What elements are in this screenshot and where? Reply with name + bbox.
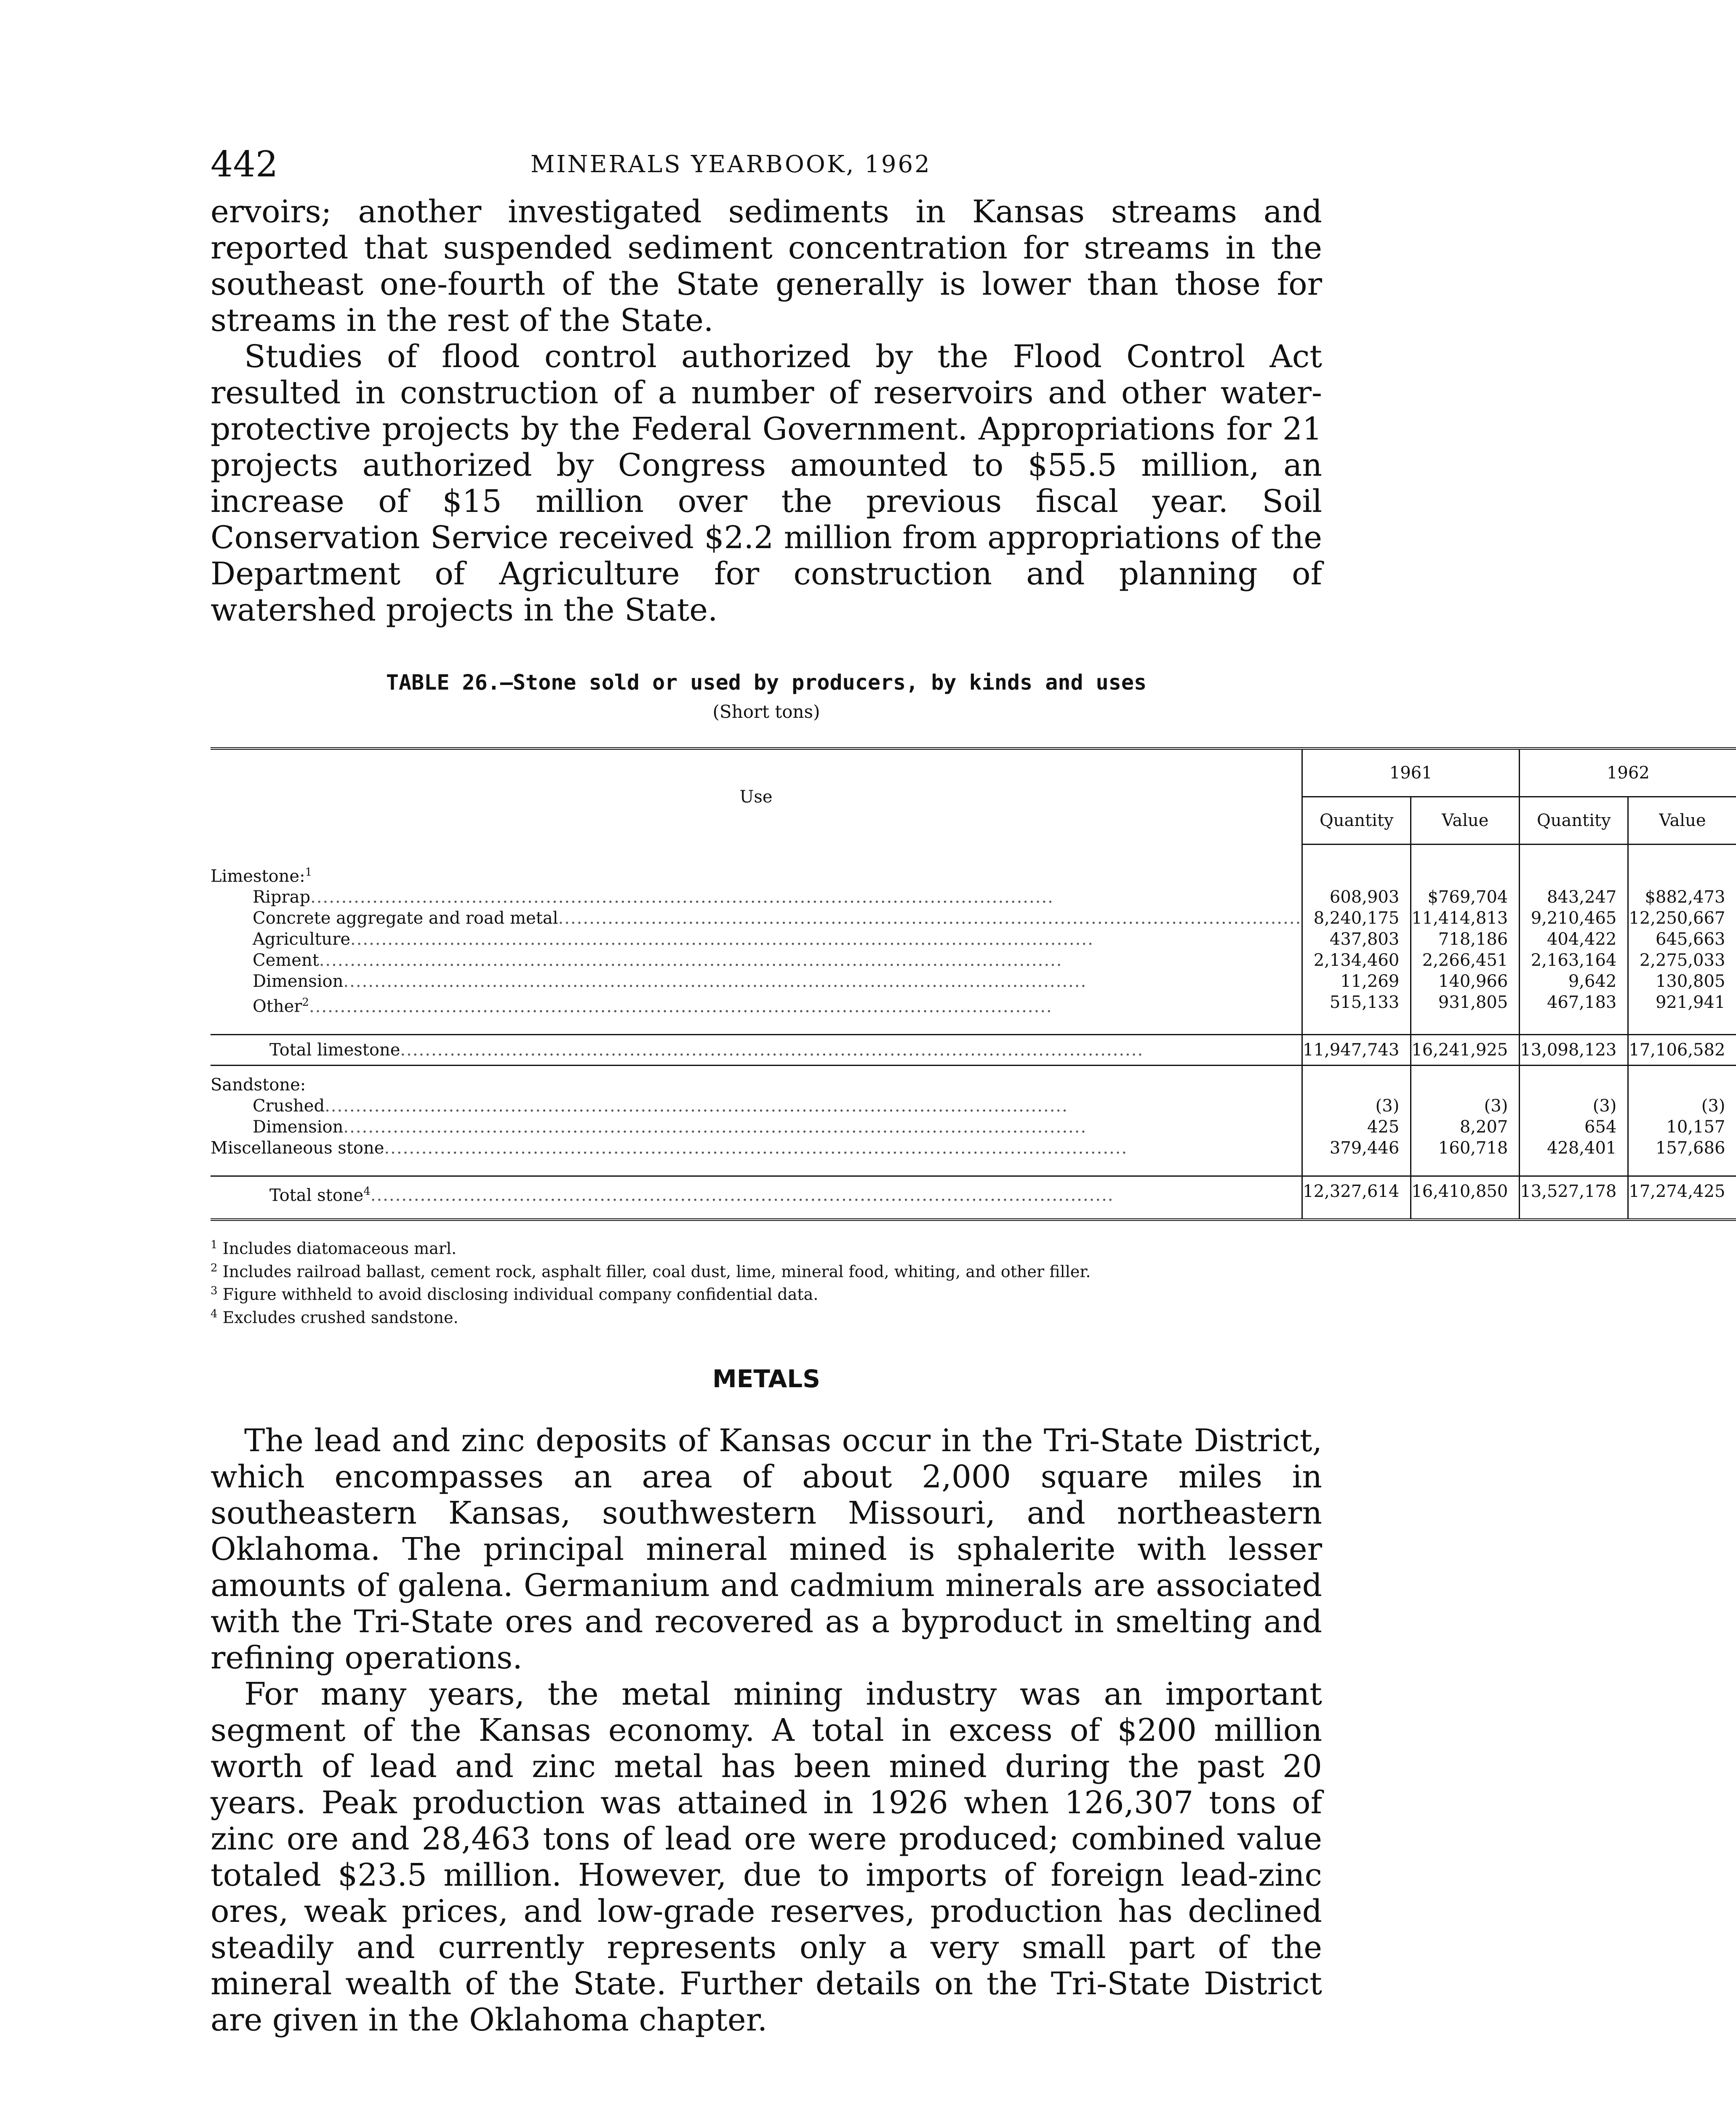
footnote: $^2$ Includes railroad ballast, cement rock, asphalt filler, coal dust, lime, mineral food, whiting, and other filler. bbox=[211, 1261, 1091, 1281]
page-number: 442 bbox=[211, 144, 278, 185]
table-row: Concrete aggregate and road metal ..... 8,240,175 11,414,813 9,210,465 12,250,667 bbox=[211, 908, 1736, 929]
page-header bbox=[211, 143, 1322, 194]
table-row-total-stone: Total stone$^4$ ..... 12,327,614 16,410,850 13,527,178 17,274,425 bbox=[211, 1176, 1736, 1220]
table-title: TABLE 26.—Stone sold or used by producers, by kinds and uses bbox=[386, 670, 1147, 695]
table-unit: (Short tons) bbox=[712, 701, 820, 722]
paragraph-metal-mining: For many years, the metal mining industry was an important segment of the Kansas economy. A total in excess of $200 million worth of lead and zinc metal has been mined during the past 20 years. Peak production was attained in 1926 when 126,307 tons of zinc ore and 28,463 tons of lead ore were produced; combined value totaled $23.5 million. However, due to imports of foreign lead-zinc ores, weak prices, and low-grade reserves, production has declined steadily and currently represents only a very small part of the mineral wealth of the State. Further details on the Tri-State District are given in the Oklahoma chapter. bbox=[211, 1676, 1322, 2038]
table-row: Other$^2$ ..... 515,133 931,805 467,183 921,941 bbox=[211, 992, 1736, 1017]
table-row: Agriculture ..... 437,803 718,186 404,422 645,663 bbox=[211, 929, 1736, 950]
table-row: Riprap ..... 608,903 $769,704 843,247 $882,473 bbox=[211, 887, 1736, 908]
header-year-1962: 1962 bbox=[1520, 749, 1736, 797]
table-row-limestone-heading bbox=[211, 862, 1736, 887]
table-row: Miscellaneous stone ..... 379,446 160,718 428,401 157,686 bbox=[211, 1138, 1736, 1159]
table-row: Dimension ..... 425 8,207 654 10,157 bbox=[211, 1116, 1736, 1138]
header-year-1961: 1961 bbox=[1302, 749, 1520, 797]
footnote: $^4$ Excludes crushed sandstone. bbox=[211, 1307, 459, 1327]
paragraph-flood-control: Studies of flood control authorized by the Flood Control Act resulted in construction of a number of reservoirs and other water-protective projects by the Federal Government. Appropriations for 21 projects authorized by Congress amounted to $55.5 million, an increase of $15 million over the previous fiscal year. Soil Conservation Service received $2.2 million from appropriations of the Department of Agriculture for construction and planning of watershed projects in the State. bbox=[211, 338, 1322, 628]
page bbox=[211, 143, 1725, 2038]
table-footnotes bbox=[211, 1236, 1322, 1327]
table-row: Dimension ..... 11,269 140,966 9,642 130,805 bbox=[211, 971, 1736, 992]
footnote-mark: 1 bbox=[305, 866, 312, 879]
header-value-1962: Value bbox=[1628, 797, 1736, 845]
section-heading-metals: METALS bbox=[712, 1364, 820, 1393]
header-value-1961: Value bbox=[1411, 797, 1520, 845]
table-row: Crushed ..... (3) (3) (3) (3) bbox=[211, 1095, 1736, 1116]
header-quantity-1962: Quantity bbox=[1520, 797, 1628, 845]
footnote: $^3$ Figure withheld to avoid disclosing individual company confidential data. bbox=[211, 1284, 819, 1304]
paragraph-reservoirs: ervoirs; another investigated sediments in Kansas streams and reported that suspended sediment concentration for streams in the southeast one-fourth of the State generally is lower than those for streams in the rest of the State. bbox=[211, 194, 1322, 338]
table-row: Cement ..... 2,134,460 2,266,451 2,163,164 2,275,033 bbox=[211, 950, 1736, 971]
table-row-total-limestone: Total limestone ..... 11,947,743 16,241,925 13,098,123 17,106,582 bbox=[211, 1034, 1736, 1065]
table-row-sandstone-heading: Sandstone: bbox=[211, 1065, 1736, 1095]
footnote: $^1$ Includes diatomaceous marl. bbox=[211, 1238, 457, 1258]
header-use: Use bbox=[739, 787, 773, 807]
running-head: MINERALS YEARBOOK, 1962 bbox=[531, 151, 931, 178]
stone-table bbox=[211, 747, 1736, 1221]
row-label: Limestone: bbox=[211, 866, 305, 886]
paragraph-lead-zinc: The lead and zinc deposits of Kansas occur in the Tri-State District, which encompasses an area of about 2,000 square miles in southeastern Kansas, southwestern Missouri, and northeastern Oklahoma. The principal mineral mined is sphalerite with lesser amounts of galena. Germanium and cadmium minerals are associated with the Tri-State ores and recovered as a byproduct in smelting and refining operations. bbox=[211, 1422, 1322, 1676]
header-quantity-1961: Quantity bbox=[1302, 797, 1411, 845]
